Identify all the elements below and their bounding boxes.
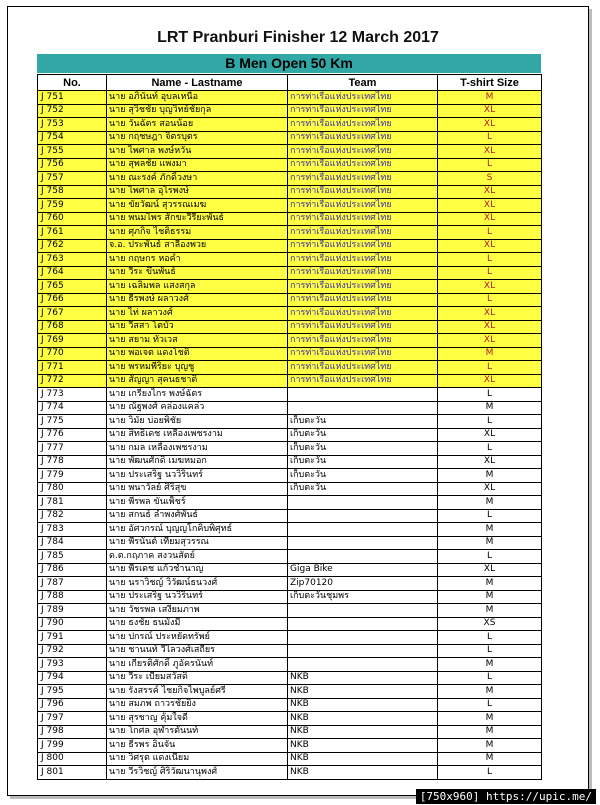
cell-number: J 801 xyxy=(38,766,107,780)
table-row xyxy=(38,671,542,685)
cell-name: นาย ไพศาล พงษ์หวัน xyxy=(107,145,288,159)
cell-name: นาย สุรชาญ คุ้มใจดี xyxy=(107,712,288,726)
cell-team xyxy=(288,631,438,645)
cell-team: การท่าเรือแห่งประเทศไทย xyxy=(288,347,438,361)
cell-team: เก็บตะวัน xyxy=(288,469,438,483)
table-row xyxy=(38,617,542,631)
cell-team xyxy=(288,550,438,564)
cell-number: J 782 xyxy=(38,509,107,523)
cell-team xyxy=(288,401,438,415)
cell-size: L xyxy=(438,415,542,429)
table-row xyxy=(38,293,542,307)
table-row xyxy=(38,212,542,226)
cell-name: นาย วิมัย บ่อยพิชัย xyxy=(107,415,288,429)
cell-team: การท่าเรือแห่งประเทศไทย xyxy=(288,361,438,375)
cell-number: J 753 xyxy=(38,118,107,132)
table-header-row xyxy=(38,75,542,91)
cell-team: NKB xyxy=(288,752,438,766)
table-row xyxy=(38,280,542,294)
cell-name: นาย กฤชษฎา จิตรบุตร xyxy=(107,131,288,145)
cell-number: J 773 xyxy=(38,388,107,402)
table-row xyxy=(38,469,542,483)
cell-number: J 767 xyxy=(38,307,107,321)
cell-number: J 793 xyxy=(38,658,107,672)
cell-team: การท่าเรือแห่งประเทศไทย xyxy=(288,158,438,172)
cell-size: M xyxy=(438,347,542,361)
cell-name: นาย โกศล อุฬารตันนท์ xyxy=(107,725,288,739)
cell-name: นาย กมล เหลืองเพชรงาม xyxy=(107,442,288,456)
cell-name: นาย ณัฐพงศ์ คล่องแคล่ว xyxy=(107,401,288,415)
cell-name: นาย สยาม ทัวเวส xyxy=(107,334,288,348)
cell-size: XL xyxy=(438,320,542,334)
table-row xyxy=(38,320,542,334)
cell-size: XL xyxy=(438,118,542,132)
cell-size: L xyxy=(438,644,542,658)
table-row xyxy=(38,347,542,361)
cell-team: การท่าเรือแห่งประเทศไทย xyxy=(288,239,438,253)
cell-size: XL xyxy=(438,212,542,226)
cell-name: นาย ธีรพร อินจัน xyxy=(107,739,288,753)
cell-number: J 756 xyxy=(38,158,107,172)
cell-number: J 794 xyxy=(38,671,107,685)
cell-number: J 755 xyxy=(38,145,107,159)
category-banner: B Men Open 50 Km xyxy=(37,54,541,73)
cell-number: J 789 xyxy=(38,604,107,618)
cell-team xyxy=(288,388,438,402)
table-row xyxy=(38,388,542,402)
cell-team: การท่าเรือแห่งประเทศไทย xyxy=(288,280,438,294)
cell-name: นาย วีระ ขึ้นพันธ์ xyxy=(107,266,288,280)
cell-name: นาย สุพลชัย แพงมา xyxy=(107,158,288,172)
cell-team: การท่าเรือแห่งประเทศไทย xyxy=(288,374,438,388)
column-header-no: No. xyxy=(38,75,107,91)
cell-number: J 786 xyxy=(38,563,107,577)
cell-number: J 800 xyxy=(38,752,107,766)
cell-number: J 781 xyxy=(38,496,107,510)
column-header-team: Team xyxy=(288,75,438,91)
cell-size: M xyxy=(438,752,542,766)
cell-name: นาย สุวิชชัย บุญวิทย์ชัยกุล xyxy=(107,104,288,118)
cell-name: ด.ต.กฤภาค สงวนสัตย์ xyxy=(107,550,288,564)
cell-team xyxy=(288,509,438,523)
table-row xyxy=(38,334,542,348)
cell-name: นาย ณะรงค์ ภักดิ์วงษา xyxy=(107,172,288,186)
cell-number: J 769 xyxy=(38,334,107,348)
cell-name: นาย วิศรุต แดงเนียม xyxy=(107,752,288,766)
cell-number: J 776 xyxy=(38,428,107,442)
cell-size: M xyxy=(438,401,542,415)
cell-size: M xyxy=(438,658,542,672)
cell-size: M xyxy=(438,712,542,726)
table-row xyxy=(38,698,542,712)
cell-size: L xyxy=(438,226,542,240)
cell-team: การท่าเรือแห่งประเทศไทย xyxy=(288,212,438,226)
cell-team: การท่าเรือแห่งประเทศไทย xyxy=(288,199,438,213)
cell-team: เก็บตะวัน xyxy=(288,455,438,469)
cell-size: XL xyxy=(438,374,542,388)
cell-number: J 751 xyxy=(38,91,107,105)
cell-team xyxy=(288,604,438,618)
table-row xyxy=(38,536,542,550)
table-row xyxy=(38,428,542,442)
table-row xyxy=(38,523,542,537)
cell-name: นาย พนาวัลย์ ศิริสุข xyxy=(107,482,288,496)
cell-team: การท่าเรือแห่งประเทศไทย xyxy=(288,91,438,105)
cell-name: นาย ประเสริฐ นววิรินทร์ xyxy=(107,469,288,483)
cell-size: M xyxy=(438,496,542,510)
cell-size: M xyxy=(438,91,542,105)
cell-team: NKB xyxy=(288,739,438,753)
cell-team: การท่าเรือแห่งประเทศไทย xyxy=(288,185,438,199)
cell-number: J 797 xyxy=(38,712,107,726)
cell-number: J 761 xyxy=(38,226,107,240)
cell-size: XL xyxy=(438,199,542,213)
cell-size: L xyxy=(438,361,542,375)
table-row xyxy=(38,455,542,469)
cell-name: นาย กฤษกร หอคำ xyxy=(107,253,288,267)
column-header-size: T-shirt Size xyxy=(438,75,542,91)
cell-size: S xyxy=(438,172,542,186)
table-body xyxy=(38,91,542,780)
cell-number: J 758 xyxy=(38,185,107,199)
cell-size: M xyxy=(438,590,542,604)
cell-team: NKB xyxy=(288,766,438,780)
cell-team: Giga Bike xyxy=(288,563,438,577)
cell-team: การท่าเรือแห่งประเทศไทย xyxy=(288,226,438,240)
cell-team: เก็บตะวัน xyxy=(288,428,438,442)
table-row xyxy=(38,172,542,186)
table-row xyxy=(38,590,542,604)
cell-name: นาย วีรวิชญ์ ศิริวัฒนานุพงศ์ xyxy=(107,766,288,780)
cell-team xyxy=(288,644,438,658)
cell-name: นาย ไท่ ผลาวงศ์ xyxy=(107,307,288,321)
cell-team xyxy=(288,496,438,510)
cell-number: J 766 xyxy=(38,293,107,307)
cell-team: การท่าเรือแห่งประเทศไทย xyxy=(288,307,438,321)
cell-team: NKB xyxy=(288,698,438,712)
cell-team xyxy=(288,523,438,537)
cell-size: XL xyxy=(438,563,542,577)
cell-team: เก็บตะวันชุมพร xyxy=(288,590,438,604)
cell-size: L xyxy=(438,158,542,172)
cell-name: นาย ประเสริฐ นววิรินทร์ xyxy=(107,590,288,604)
cell-name: นาย สมภพ ถาวรชัยยิ่ง xyxy=(107,698,288,712)
cell-number: J 768 xyxy=(38,320,107,334)
table-row xyxy=(38,752,542,766)
table-row xyxy=(38,725,542,739)
table-row xyxy=(38,509,542,523)
table-row xyxy=(38,158,542,172)
cell-number: J 783 xyxy=(38,523,107,537)
table-row xyxy=(38,604,542,618)
document-frame xyxy=(7,6,589,796)
table-row xyxy=(38,118,542,132)
table-row xyxy=(38,307,542,321)
table-row xyxy=(38,563,542,577)
cell-number: J 785 xyxy=(38,550,107,564)
cell-team: การท่าเรือแห่งประเทศไทย xyxy=(288,320,438,334)
cell-name: นาย สกนธ์ ลำพงศ์พันธ์ xyxy=(107,509,288,523)
table-row xyxy=(38,185,542,199)
cell-team: NKB xyxy=(288,712,438,726)
cell-size: XL xyxy=(438,334,542,348)
table-row xyxy=(38,401,542,415)
cell-number: J 759 xyxy=(38,199,107,213)
cell-size: XL xyxy=(438,428,542,442)
cell-number: J 752 xyxy=(38,104,107,118)
cell-name: นาย สัญญา สุคนธชาติ xyxy=(107,374,288,388)
cell-name: นาย สิทธิเดช เหลืองเพชรงาม xyxy=(107,428,288,442)
cell-name: นาย ไพศาล อุไรพงษ์ xyxy=(107,185,288,199)
cell-name: นาย อัศวกรณ์ บุญญโกคิบพิศุทธ์ xyxy=(107,523,288,537)
cell-name: นาย พีรพล ขันเพ็ชร์ xyxy=(107,496,288,510)
watermark: [750x960] https://upic.me/ xyxy=(416,789,596,804)
cell-name: นาย พนมไพร สักขะวีรียะพันธ์ xyxy=(107,212,288,226)
cell-team: การท่าเรือแห่งประเทศไทย xyxy=(288,172,438,186)
cell-number: J 774 xyxy=(38,401,107,415)
cell-number: J 790 xyxy=(38,617,107,631)
cell-size: M xyxy=(438,604,542,618)
cell-size: XL xyxy=(438,239,542,253)
cell-size: L xyxy=(438,766,542,780)
table-row xyxy=(38,131,542,145)
cell-size: XS xyxy=(438,617,542,631)
table-row xyxy=(38,577,542,591)
cell-name: นาย เฉลิมพล แสงสกุล xyxy=(107,280,288,294)
cell-size: L xyxy=(438,253,542,267)
cell-name: นาย ธงชัย ธนมังมี xyxy=(107,617,288,631)
table-row xyxy=(38,239,542,253)
cell-number: J 779 xyxy=(38,469,107,483)
cell-size: L xyxy=(438,131,542,145)
cell-team: เก็บตะวัน xyxy=(288,415,438,429)
cell-number: J 784 xyxy=(38,536,107,550)
cell-number: J 763 xyxy=(38,253,107,267)
table-row xyxy=(38,374,542,388)
cell-name: นาย อภินันท์ อุบลเหนือ xyxy=(107,91,288,105)
cell-team: การท่าเรือแห่งประเทศไทย xyxy=(288,145,438,159)
table-row xyxy=(38,199,542,213)
cell-team: การท่าเรือแห่งประเทศไทย xyxy=(288,104,438,118)
cell-number: J 796 xyxy=(38,698,107,712)
table-row xyxy=(38,685,542,699)
cell-name: นาย วันฉัตร สอนน้อย xyxy=(107,118,288,132)
cell-name: นาย ชานนท์ วีไลวงศ์เสถียร xyxy=(107,644,288,658)
cell-team: NKB xyxy=(288,671,438,685)
cell-name: จ.อ. ประพันธ์ สาลีองพวย xyxy=(107,239,288,253)
cell-size: XL xyxy=(438,307,542,321)
table-row xyxy=(38,266,542,280)
cell-size: XL xyxy=(438,482,542,496)
cell-number: J 792 xyxy=(38,644,107,658)
cell-size: L xyxy=(438,671,542,685)
cell-size: XL xyxy=(438,104,542,118)
cell-name: นาย ศุภกิจ ไชติธรรม xyxy=(107,226,288,240)
table-row xyxy=(38,145,542,159)
cell-number: J 788 xyxy=(38,590,107,604)
cell-name: นาย วีระ เบี้ยมสวัสดิ์ xyxy=(107,671,288,685)
table-row xyxy=(38,496,542,510)
cell-team: NKB xyxy=(288,685,438,699)
table-row xyxy=(38,226,542,240)
cell-size: L xyxy=(438,442,542,456)
table-row xyxy=(38,361,542,375)
cell-name: นาย วัชรพล เสงี่ยมภาพ xyxy=(107,604,288,618)
cell-number: J 757 xyxy=(38,172,107,186)
cell-number: J 771 xyxy=(38,361,107,375)
table-row xyxy=(38,482,542,496)
cell-name: นาย ปกรณ์ ประหยัดทรัพย์ xyxy=(107,631,288,645)
cell-number: J 764 xyxy=(38,266,107,280)
cell-name: นาย ขัยวัฒน์ สุวรรณเมฆ xyxy=(107,199,288,213)
cell-team xyxy=(288,536,438,550)
table-row xyxy=(38,631,542,645)
cell-size: M xyxy=(438,685,542,699)
cell-size: L xyxy=(438,388,542,402)
cell-name: นาย วีสสา โตบัว xyxy=(107,320,288,334)
table-row xyxy=(38,644,542,658)
column-header-name: Name - Lastname xyxy=(107,75,288,91)
page-title: LRT Pranburi Finisher 12 March 2017 xyxy=(157,29,439,46)
table-row xyxy=(38,739,542,753)
cell-team: การท่าเรือแห่งประเทศไทย xyxy=(288,293,438,307)
table-row xyxy=(38,104,542,118)
cell-number: J 787 xyxy=(38,577,107,591)
cell-number: J 765 xyxy=(38,280,107,294)
cell-number: J 778 xyxy=(38,455,107,469)
cell-team: การท่าเรือแห่งประเทศไทย xyxy=(288,253,438,267)
cell-name: นาย พีรเดช แก้วชำนาญ xyxy=(107,563,288,577)
cell-team xyxy=(288,658,438,672)
cell-number: J 775 xyxy=(38,415,107,429)
cell-name: นาย เกรียงไกร พงษ์ฉัตร xyxy=(107,388,288,402)
cell-number: J 791 xyxy=(38,631,107,645)
cell-team: NKB xyxy=(288,725,438,739)
cell-size: L xyxy=(438,509,542,523)
cell-team: Zip70120 xyxy=(288,577,438,591)
cell-number: J 760 xyxy=(38,212,107,226)
cell-size: M xyxy=(438,469,542,483)
cell-size: XL xyxy=(438,280,542,294)
finisher-table xyxy=(37,74,542,780)
cell-number: J 799 xyxy=(38,739,107,753)
cell-number: J 754 xyxy=(38,131,107,145)
table-row xyxy=(38,442,542,456)
cell-size: XL xyxy=(438,145,542,159)
cell-name: นาย พัฒนศักดิ์ เมฆหมอก xyxy=(107,455,288,469)
table-row xyxy=(38,253,542,267)
cell-number: J 762 xyxy=(38,239,107,253)
cell-name: นาย นราวิชญ์ วิวัฒน์ธนวงศ์ xyxy=(107,577,288,591)
cell-name: นาย พอเจต แดงโชติ xyxy=(107,347,288,361)
cell-size: M xyxy=(438,536,542,550)
table-row xyxy=(38,415,542,429)
table-row xyxy=(38,658,542,672)
cell-name: นาย พีรนันต์ เทียมสุวรรณ xyxy=(107,536,288,550)
cell-name: นาย พรหมพีริยะ บุญชู xyxy=(107,361,288,375)
cell-size: M xyxy=(438,523,542,537)
cell-team: เก็บตะวัน xyxy=(288,442,438,456)
cell-team: การท่าเรือแห่งประเทศไทย xyxy=(288,118,438,132)
cell-size: L xyxy=(438,293,542,307)
cell-size: L xyxy=(438,550,542,564)
table-row xyxy=(38,550,542,564)
cell-size: M xyxy=(438,725,542,739)
cell-team: การท่าเรือแห่งประเทศไทย xyxy=(288,266,438,280)
cell-size: M xyxy=(438,577,542,591)
cell-team: การท่าเรือแห่งประเทศไทย xyxy=(288,131,438,145)
cell-name: นาย รังสรรค์ ไชยกิจไพบูลย์ศรี xyxy=(107,685,288,699)
cell-size: XL xyxy=(438,185,542,199)
cell-team: เก็บตะวัน xyxy=(288,482,438,496)
cell-name: นาย ธีรพงษ์ ผลาวงศ์ xyxy=(107,293,288,307)
cell-number: J 777 xyxy=(38,442,107,456)
cell-number: J 770 xyxy=(38,347,107,361)
table-row xyxy=(38,91,542,105)
cell-number: J 795 xyxy=(38,685,107,699)
cell-size: M xyxy=(438,739,542,753)
cell-number: J 780 xyxy=(38,482,107,496)
cell-team: การท่าเรือแห่งประเทศไทย xyxy=(288,334,438,348)
cell-number: J 772 xyxy=(38,374,107,388)
cell-number: J 798 xyxy=(38,725,107,739)
cell-size: L xyxy=(438,631,542,645)
cell-team xyxy=(288,617,438,631)
cell-size: L xyxy=(438,266,542,280)
cell-name: นาย เกียรติศักดิ์ ภูอัครนันท์ xyxy=(107,658,288,672)
table-row xyxy=(38,712,542,726)
cell-size: XL xyxy=(438,455,542,469)
table-row xyxy=(38,766,542,780)
cell-size: L xyxy=(438,698,542,712)
